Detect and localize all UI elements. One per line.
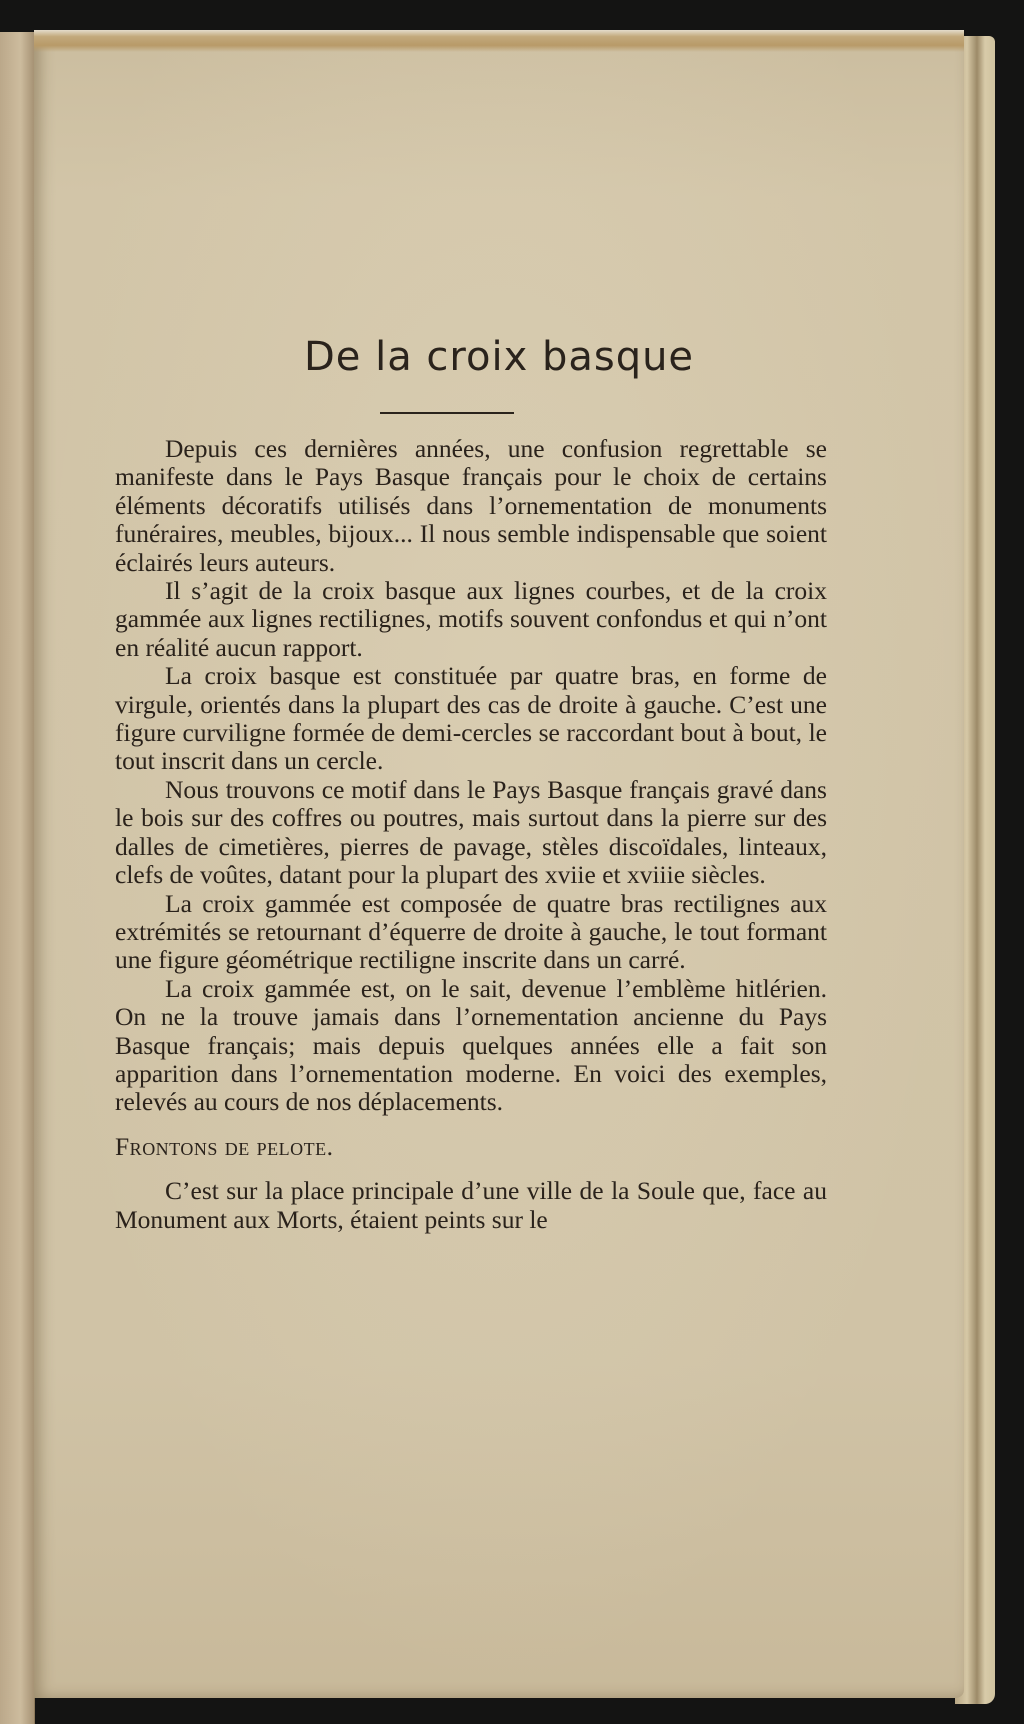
- paragraph: Depuis ces dernières années, une confusion regrettable se manifeste dans le Pays Basque français pour le choix de certains éléments décoratifs utilisés dans l’ornementation de monuments funéraires, meubles, bijoux... Il nous semble indispensable que soient éclairés leurs auteurs.: [115, 434, 827, 577]
- page-top-edge: [34, 30, 964, 52]
- article-body: [115, 435, 827, 1234]
- title-rule: [380, 412, 514, 414]
- paragraph: La croix basque est constituée par quatre bras, en forme de virgule, orientés dans la plupart des cas de droite à gauche. C’est une figure curviligne formée de demi-cercles se raccordant bout à bout, le tout inscrit dans un cercle.: [115, 661, 827, 776]
- paragraph: C’est sur la place principale d’une ville de la Soule que, face au Monument aux Morts, étaient peints sur le: [115, 1176, 827, 1234]
- paragraph: La croix gammée est, on le sait, devenue l’emblème hitlérien. On ne la trouve jamais dans l’ornementation ancienne du Pays Basque français; mais depuis quelques années elle a fait son apparition dans l’ornementation moderne. En voici des exemples, relevés au cours de nos déplacements.: [115, 973, 827, 1117]
- page-title: De la croix basque: [303, 334, 695, 380]
- book-page: [34, 30, 964, 1698]
- paragraph: Il s’agit de la croix basque aux lignes courbes, et de la croix gammée aux lignes rectilignes, motifs souvent confondus et qui n’ont en réalité aucun rapport.: [115, 576, 827, 662]
- section-heading: Frontons de pelote.: [115, 1131, 334, 1161]
- paragraph: La croix gammée est composée de quatre bras rectilignes aux extrémités se retournant d’équerre de droite à gauche, le tout formant une figure géométrique rectiligne inscrite dans un carré.: [115, 888, 827, 975]
- facing-page-edge: [0, 32, 35, 1724]
- paragraph: Nous trouvons ce motif dans le Pays Basque français gravé dans le bois sur des coffres ou poutres, mais surtout dans la pierre sur des dalles de cimetières, pierres de pavage, stèles discoïdales, linteaux, clefs de voûtes, datant pour la plupart des xviie et xviiie siècles.: [115, 774, 827, 890]
